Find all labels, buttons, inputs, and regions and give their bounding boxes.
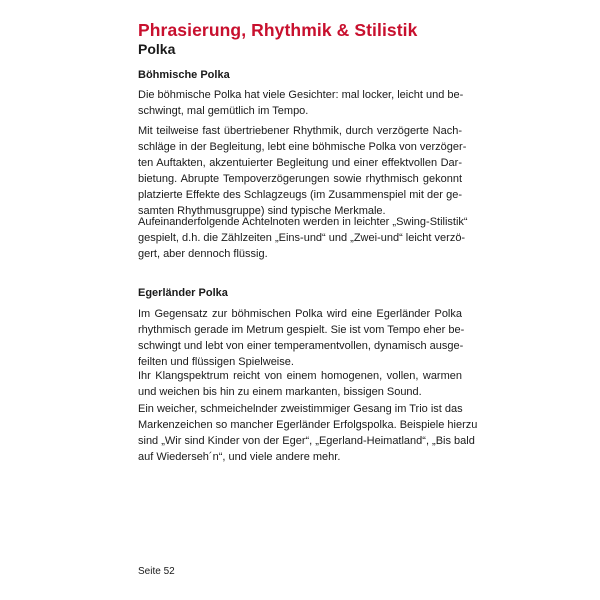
text-line: Im Gegensatz zur böhmischen Polka wird eine Egerländer Polka [138,308,462,320]
text-line: Aufeinanderfolgende Achtelnoten werden in leichter „Swing-Stilistik“ [138,216,468,228]
page-number: Seite 52 [138,566,175,577]
chapter-title: Phrasierung, Rhythmik & Stilistik [138,20,418,40]
text-line: gert, aber dennoch flüssig. [138,248,268,260]
text-line: feilten und flüssigen Spielweise. [138,356,294,368]
text-line: schwingt, mal gemütlich im Tempo. [138,105,309,117]
text-line: Ein weicher, schmeichelnder zweistimmiger Gesang im Trio ist das [138,403,463,415]
text-line: Mit teilweise fast übertriebener Rhythmik, durch verzögerte Nach- [138,125,462,137]
text-line: Markenzeichen so mancher Egerländer Erfolgspolka. Beispiele hierzu [138,419,478,431]
text-line: ten Auftakten, akzentuierter Begleitung und einer effektvollen Dar- [138,157,462,169]
paragraph-boehmisch-3 [138,214,468,262]
section-title: Polka [138,41,176,57]
text-line: bietung. Abrupte Tempoverzögerungen sowie rhythmisch gekonnt [138,173,462,185]
text-line: samten Rhythmusgruppe) sind typische Merkmale. [138,205,386,217]
text-line: sind „Wir sind Kinder von der Eger“, „Egerland-Heimatland“, „Bis bald [138,435,475,447]
paragraph-egerland-2 [138,368,462,400]
text-line: rhythmisch gerade im Metrum gespielt. Sie ist vom Tempo eher be- [138,324,465,336]
paragraph-egerland-3 [138,401,478,465]
text-line: und weichen bis hin zu einem markanten, bissigen Sound. [138,386,422,398]
paragraph-boehmisch-2 [138,123,467,219]
paragraph-boehmisch-1 [138,87,462,119]
text-line: Ihr Klangspektrum reicht von einem homogenen, vollen, warmen [138,370,462,382]
text-line: gespielt, d.h. die Zählzeiten „Eins-und“ und „Zwei-und“ leicht verzö- [138,232,466,244]
subheading-egerlaender-polka: Egerländer Polka [138,287,228,299]
subheading-boehmische-polka: Böhmische Polka [138,69,230,81]
text-line: schläge in der Begleitung, lebt eine böhmische Polka von verzöger- [138,141,467,153]
text-line: auf Wiederseh´n“, und viele andere mehr. [138,451,341,463]
paragraph-egerland-1 [138,306,465,370]
text-line: Die böhmische Polka hat viele Gesichter: mal locker, leicht und be- [138,89,464,101]
text-line: platzierte Effekte des Schlagzeugs (im Zusammenspiel mit der ge- [138,189,462,201]
text-line: schwingt und lebt von einer temperamentvollen, dynamisch ausge- [138,340,464,352]
